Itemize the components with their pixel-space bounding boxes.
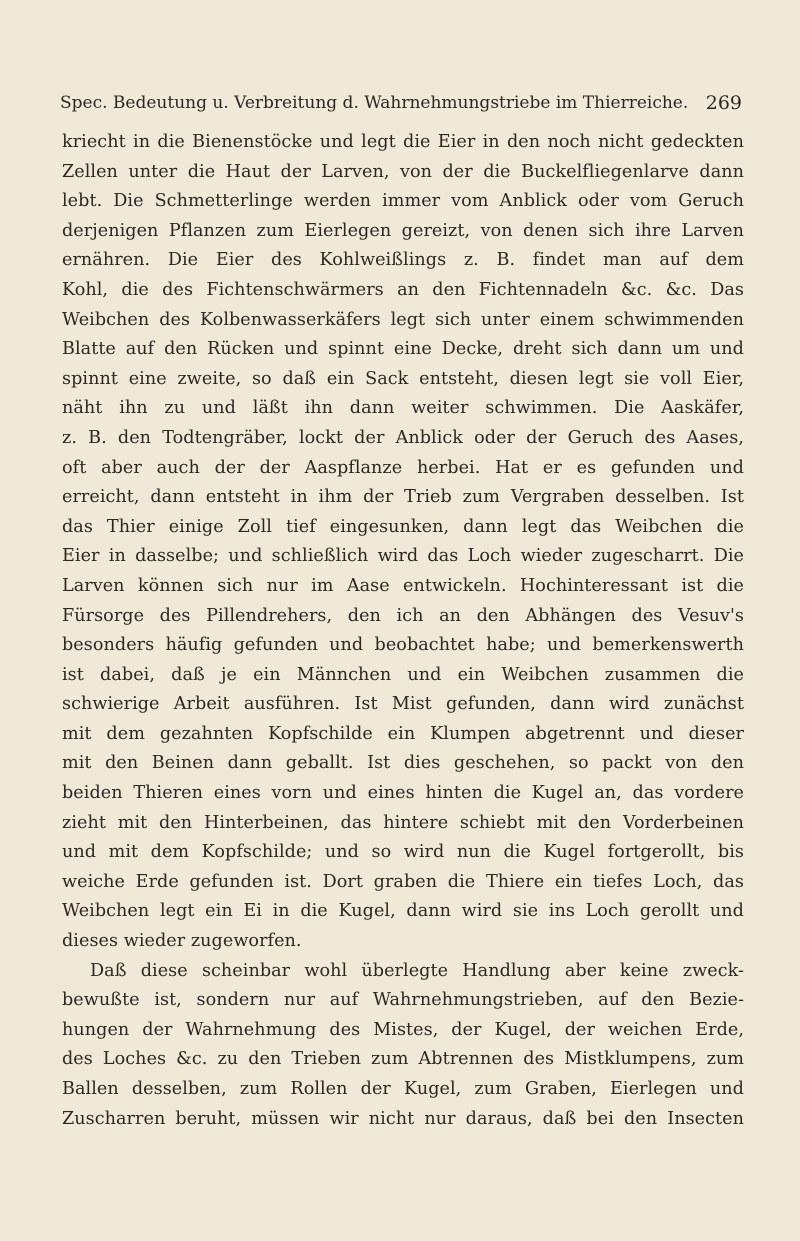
- running-head: Spec. Bedeutung u. Verbreitung d. Wahrnehmungstriebe im Thierreiche.: [60, 93, 689, 113]
- page-number: 269: [705, 92, 742, 114]
- text-line: Ballen desselben, zum Rollen der Kugel, zum Graben, Eierlegen und: [62, 1079, 744, 1099]
- text-line: das Thier einige Zoll tief eingesunken, dann legt das Weibchen die: [62, 516, 744, 537]
- text-line: z. B. den Todtengräber, lockt der Anblick oder der Geruch des Aases,: [62, 427, 744, 448]
- text-line: kriecht in die Bienenstöcke und legt die Eier in den noch nicht gedeckten: [62, 132, 744, 152]
- page-header: [60, 88, 742, 118]
- text-line: weiche Erde gefunden ist. Dort graben die Thiere ein tiefes Loch, das: [62, 871, 744, 892]
- text-line: und mit dem Kopfschilde; und so wird nun die Kugel fortgerollt, bis: [62, 842, 744, 863]
- text-line: Kohl, die des Fichtenschwärmers an den Fichtennadeln &c. &c. Das: [62, 279, 744, 300]
- text-line: mit dem gezahnten Kopfschilde ein Klumpen abgetrennt und dieser: [62, 723, 744, 744]
- text-line: ist dabei, daß je ein Männchen und ein Weibchen zusammen die: [62, 664, 744, 685]
- text-line: Weibchen legt ein Ei in die Kugel, dann wird sie ins Loch gerollt und: [62, 901, 744, 922]
- text-line: lebt. Die Schmetterlinge werden immer vom Anblick oder vom Geruch: [62, 191, 744, 212]
- text-line: zieht mit den Hinterbeinen, das hintere schiebt mit den Vorderbeinen: [62, 812, 744, 833]
- text-line: hungen der Wahrnehmung des Mistes, der Kugel, der weichen Erde,: [62, 1019, 744, 1040]
- text-line: Eier in dasselbe; und schließlich wird das Loch wieder zugescharrt. Die: [62, 546, 744, 567]
- text-line: Weibchen des Kolbenwasserkäfers legt sich unter einem schwimmenden: [62, 309, 744, 330]
- text-line: Blatte auf den Rücken und spinnt eine Decke, dreht sich dann um und: [62, 339, 744, 360]
- text-line: mit den Beinen dann geballt. Ist dies geschehen, so packt von den: [62, 753, 744, 774]
- text-line: des Loches &c. zu den Trieben zum Abtrennen des Mistklumpens, zum: [62, 1049, 744, 1070]
- text-line: erreicht, dann entsteht in ihm der Trieb zum Vergraben desselben. Ist: [62, 487, 744, 508]
- text-line: derjenigen Pflanzen zum Eierlegen gereizt, von denen sich ihre Larven: [62, 220, 744, 241]
- text-line: oft aber auch der der Aaspflanze herbei. Hat er es gefunden und: [62, 457, 744, 478]
- text-line: besonders häufig gefunden und beobachtet habe; und bemerkenswerth: [62, 635, 744, 656]
- text-line: beiden Thieren eines vorn und eines hinten die Kugel an, das vordere: [62, 783, 744, 804]
- text-line: Fürsorge des Pillendrehers, den ich an den Abhängen des Vesuv's: [62, 605, 744, 626]
- text-line: ernähren. Die Eier des Kohlweißlings z. B. findet man auf dem: [62, 250, 744, 271]
- paragraph-start-line: Daß diese scheinbar wohl überlegte Handlung aber keine zweck-: [90, 960, 744, 981]
- text-line: bewußte ist, sondern nur auf Wahrnehmungstrieben, auf den Bezie-: [62, 990, 744, 1011]
- text-line: Zuscharren beruht, müssen wir nicht nur daraus, daß bei den Insecten: [62, 1108, 744, 1129]
- text-line: näht ihn zu und läßt ihn dann weiter schwimmen. Die Aaskäfer,: [62, 398, 744, 419]
- text-line: spinnt eine zweite, so daß ein Sack entsteht, diesen legt sie voll Eier,: [62, 368, 744, 389]
- text-line: Zellen unter die Haut der Larven, von der die Buckelfliegenlarve dann: [62, 161, 744, 182]
- text-line: schwierige Arbeit ausführen. Ist Mist gefunden, dann wird zunächst: [62, 694, 744, 715]
- body-text: [62, 128, 744, 1134]
- paragraph-end-line: dieses wieder zugeworfen.: [62, 931, 302, 952]
- text-line: Larven können sich nur im Aase entwickeln. Hochinteressant ist die: [62, 575, 744, 596]
